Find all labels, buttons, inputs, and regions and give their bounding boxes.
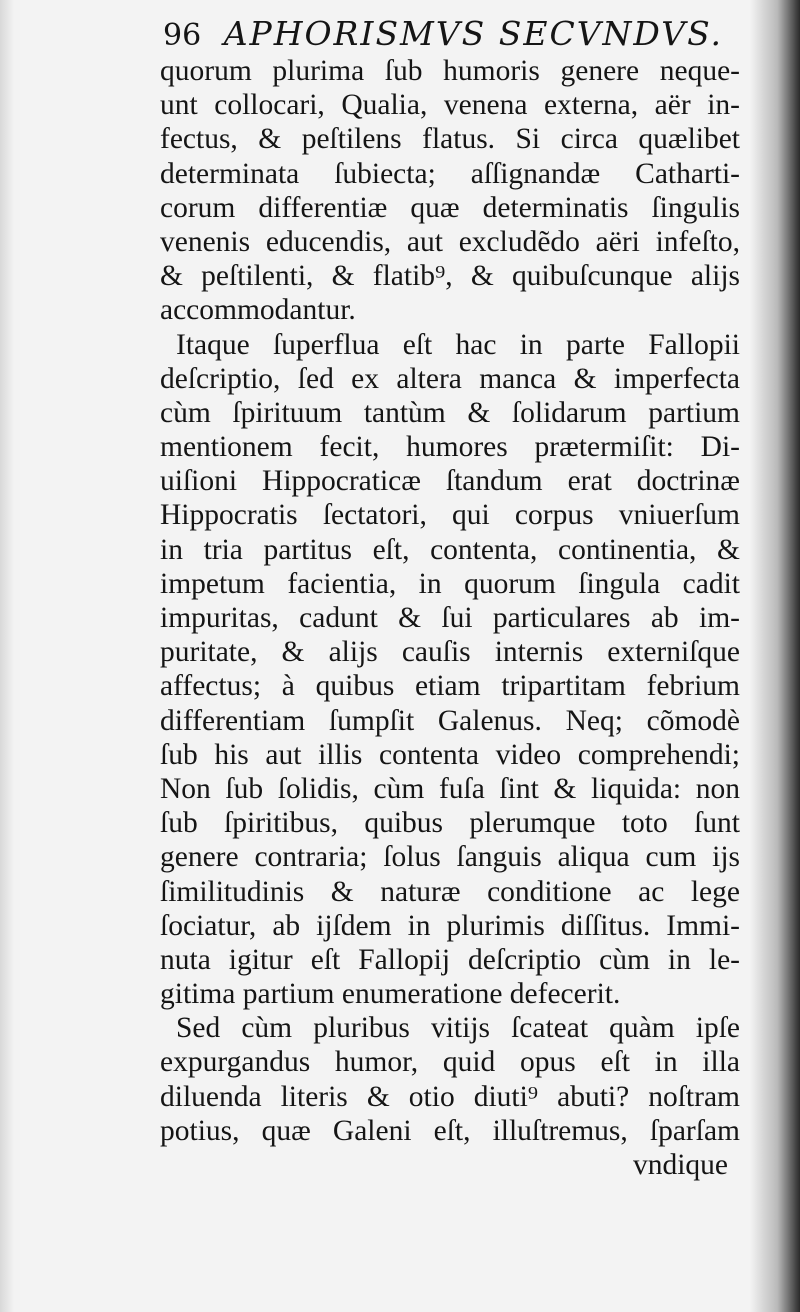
text-line: puritate, & alijs cauſis internis externiſque bbox=[160, 636, 740, 669]
text-line: expurgandus humor, quid opus eſt in illa bbox=[160, 1046, 740, 1079]
text-line: quorum plurima ſub humoris genere neque- bbox=[160, 55, 740, 87]
page-edge-shadow-left bbox=[0, 0, 14, 1312]
text-line: Itaque ſuperflua eſt hac in parte Fallopii bbox=[176, 328, 740, 361]
text-line: accommodantur. bbox=[160, 294, 356, 327]
text-line: impuritas, cadunt & ſui particulares ab im- bbox=[160, 602, 740, 634]
text-line: venenis educendis, aut excludẽdo aëri infeſto, bbox=[160, 225, 740, 258]
text-line: genere contraria; ſolus ſanguis aliqua cum ijs bbox=[160, 841, 740, 874]
text-line: impetum facientia, in quorum ſingula cadit bbox=[160, 567, 740, 600]
text-line: & peſtilenti, & flatib⁹, & quibuſcunque alijs bbox=[160, 260, 740, 293]
text-line: determinata ſubiecta; aſſignandæ Catharti- bbox=[160, 157, 740, 190]
text-line: diluenda literis & otio diuti⁹ abuti? noſtram bbox=[160, 1080, 740, 1113]
running-head: APHORISMVS SECVNDVS. bbox=[223, 14, 724, 53]
text-line: uiſioni Hippocraticæ ſtandum erat doctrinæ bbox=[160, 465, 740, 498]
text-line: mentionem fecit, humores prætermiſit: Di- bbox=[160, 431, 740, 464]
text-line: ſub his aut illis contenta video comprehendi; bbox=[160, 738, 740, 771]
text-line: ſimilitudinis & naturæ conditione ac lege bbox=[160, 875, 740, 908]
text-line: ſub ſpiritibus, quibus plerumque toto ſunt bbox=[160, 807, 740, 840]
text-line: fectus, & peſtilens flatus. Si circa quælibet bbox=[160, 123, 740, 156]
book-spine-shadow bbox=[750, 0, 800, 1312]
text-line: Sed cùm pluribus vitijs ſcateat quàm ipſe bbox=[176, 1012, 740, 1045]
page-number: 96 bbox=[163, 18, 202, 53]
text-line: corum differentiæ quæ determinatis ſingulis bbox=[160, 191, 740, 224]
catchword: vndique bbox=[632, 1149, 728, 1181]
text-line: unt collocari, Qualia, venena externa, aër in- bbox=[160, 89, 740, 122]
text-line: cùm ſpirituum tantùm & ſolidarum partium bbox=[160, 396, 740, 429]
text-line: differentiam ſumpſit Galenus. Neq; cõmodè bbox=[160, 704, 740, 737]
body-text bbox=[160, 54, 740, 1182]
text-line: ſociatur, ab ijſdem in plurimis diſſitus. Immi- bbox=[160, 909, 740, 942]
text-line: gitima partium enumeratione defecerit. bbox=[160, 978, 621, 1011]
text-line: affectus; à quibus etiam tripartitam febrium bbox=[160, 670, 740, 703]
text-line: nuta igitur eſt Fallopij deſcriptio cùm in le- bbox=[160, 943, 740, 976]
text-line: Hippocratis ſectatori, qui corpus vniuerſum bbox=[160, 499, 740, 532]
text-line: deſcriptio, ſed ex altera manca & imperfecta bbox=[160, 362, 740, 395]
text-line: potius, quæ Galeni eſt, illuſtremus, ſparſam bbox=[160, 1114, 740, 1147]
text-line: in tria partitus eſt, contenta, continentia, & bbox=[160, 533, 740, 566]
text-line: Non ſub ſolidis, cùm fuſa ſint & liquida: non bbox=[160, 772, 740, 805]
